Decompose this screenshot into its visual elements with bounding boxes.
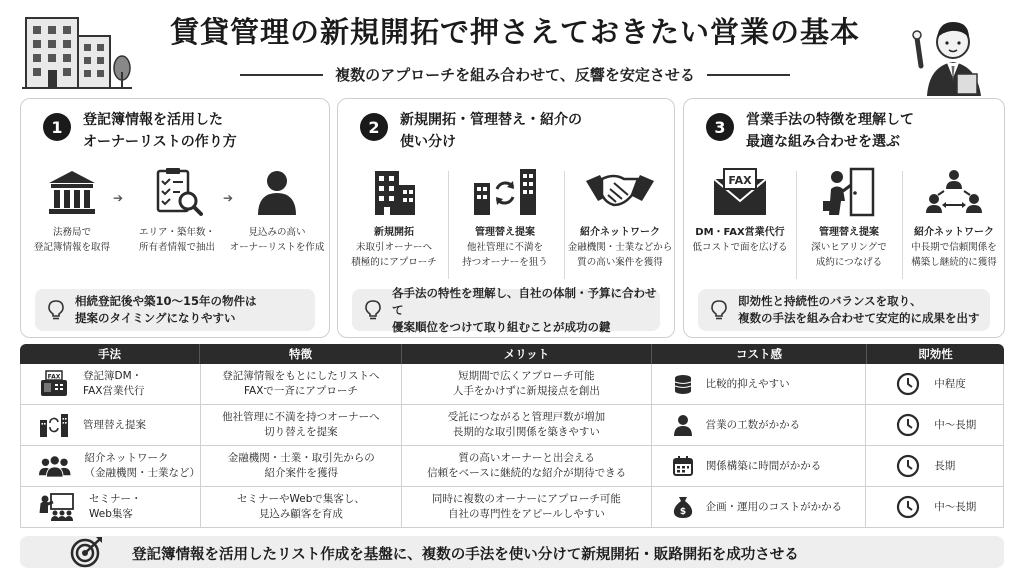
group-icon: [39, 454, 71, 478]
lightbulb-icon: [710, 300, 728, 320]
merit-cell: 同時に複数のオーナーにアプローチ可能 自社の専門性をアピールしやすい: [402, 487, 651, 527]
lightbulb-icon: [47, 300, 65, 320]
svg-text:FAX: FAX: [728, 174, 752, 187]
fax-envelope-icon: [710, 165, 770, 219]
table-row: [20, 446, 1004, 487]
handshake-icon: [584, 165, 656, 219]
divider: [240, 74, 323, 76]
step-item: 見込みの高い オーナーリストを作成: [227, 165, 327, 255]
tip-box: 相続登記後や築10〜15年の物件は 提案のタイミングになりやすい: [35, 289, 315, 331]
table-row: [20, 405, 1004, 446]
arrow-right-icon: ➔: [113, 191, 124, 205]
divider: [796, 171, 797, 279]
cost-cell: 営業の工数がかかる: [652, 405, 867, 445]
method-item: 紹介ネットワーク 中長期で信頼関係を 構築し継続的に獲得: [902, 165, 1006, 270]
summary-banner: [20, 536, 1004, 568]
panel-title: 営業手法の特徴を理解して 最適な組み合わせを選ぶ: [746, 112, 914, 150]
clock-icon: [896, 495, 920, 519]
clock-icon: [896, 413, 920, 437]
speed-cell: 中〜長期: [866, 487, 1003, 527]
column-header: 手法: [20, 344, 200, 364]
divider: [448, 171, 449, 279]
panel-title: 新規開拓・管理替え・紹介の 使い分け: [400, 112, 582, 150]
money-bag-icon: [672, 495, 694, 519]
method-item: 管理替え提案 他社管理に不満を 持つオーナーを狙う: [450, 165, 560, 270]
header: [0, 0, 1024, 94]
coins-icon: [672, 373, 694, 395]
summary-text: 登記簿情報を活用したリスト作成を基盤に、複数の手法を使い分けて新規開拓・販路開拓を成功させる: [132, 547, 799, 563]
clock-icon: [896, 454, 920, 478]
divider: [707, 74, 790, 76]
column-header: 特徴: [200, 344, 402, 364]
method-cell: 紹介ネットワーク （金融機関・士業など）: [21, 446, 201, 486]
feature-cell: 金融機関・士業・取引先からの 紹介案件を獲得: [201, 446, 402, 486]
step-number: 2: [360, 113, 388, 141]
column-header: 即効性: [918, 347, 953, 361]
calendar-icon: [672, 455, 694, 477]
buildings-switch-icon: [39, 412, 69, 438]
cost-cell: 比較的抑えやすい: [652, 364, 867, 404]
speed-cell: 中程度: [866, 364, 1003, 404]
panel-owner-list: [20, 98, 330, 338]
person-icon: [250, 165, 304, 219]
merit-cell: 受託につながると管理戸数が増加 長期的な取引関係を築きやすい: [402, 405, 651, 445]
subtitle-row: [240, 64, 790, 85]
target-icon: [70, 536, 104, 568]
panel-approach-methods: [337, 98, 675, 338]
method-item: 新規開拓 未取引オーナーへ 積極的にアプローチ: [342, 165, 446, 270]
step-number: 3: [706, 113, 734, 141]
buildings-illustration-icon: [22, 12, 132, 90]
checklist-search-icon: [150, 165, 204, 219]
businessman-illustration-icon: [905, 8, 1005, 96]
merit-cell: 短期間で広くアプローチ可能 人手をかけずに新規接点を創出: [402, 364, 651, 404]
lightbulb-icon: [364, 300, 382, 320]
merit-cell: 質の高いオーナーと出会える 信頼をベースに継続的な紹介が期待できる: [402, 446, 651, 486]
panel-method-combination: [683, 98, 1005, 338]
method-cell: FAX 登記簿DM・ FAX営業代行: [21, 364, 201, 404]
office-building-icon: [367, 165, 421, 219]
panel-title: 登記簿情報を活用した オーナーリストの作り方: [83, 112, 237, 150]
clock-icon: [896, 372, 920, 396]
feature-cell: 他社管理に不満を持つオーナーへ 切り替えを提案: [201, 405, 403, 445]
buildings-switch-icon: [470, 165, 540, 219]
courthouse-icon: [45, 165, 99, 219]
tip-box: 即効性と持続性のバランスを取り、 複数の手法を組み合わせて安定的に成果を出す: [698, 289, 990, 331]
svg-text:FAX: FAX: [47, 373, 61, 381]
step-item: 法務局で 登記簿情報を取得: [29, 165, 115, 255]
seminar-icon: [39, 493, 75, 521]
method-item: 管理替え提案 深いヒアリングで 成約につなげる: [798, 165, 900, 270]
network-people-icon: [924, 165, 984, 219]
step-item: エリア・築年数・ 所有者情報で抽出: [129, 165, 225, 255]
page-title: 賃貸管理の新規開拓で押さえておきたい営業の基本: [169, 15, 860, 49]
cost-cell: $ 企画・運用のコストがかかる: [652, 487, 867, 527]
speed-cell: 長期: [866, 446, 1003, 486]
table-header: [20, 344, 1004, 364]
cost-cell: 関係構築に時間がかかる: [652, 446, 866, 486]
method-cell: 管理替え提案: [21, 405, 201, 445]
page-subtitle: 複数のアプローチを組み合わせて、反響を安定させる: [335, 66, 695, 84]
step-number: 1: [43, 113, 71, 141]
door-visit-icon: [819, 165, 879, 219]
feature-cell: 登記簿情報をもとにしたリストへ FAXで一斉にアプローチ: [201, 364, 403, 404]
fax-machine-icon: [39, 370, 69, 398]
comparison-table: [20, 344, 1004, 528]
column-header: メリット: [402, 344, 652, 364]
table-row: [20, 364, 1004, 405]
method-item: 紹介ネットワーク 金融機関・士業などから 質の高い案件を獲得: [564, 165, 676, 270]
svg-text:$: $: [679, 507, 686, 517]
arrow-right-icon: ➔: [223, 191, 234, 205]
person-icon: [672, 414, 694, 436]
table-row: [20, 487, 1004, 528]
feature-cell: セミナーやWebで集客し、 見込み顧客を育成: [201, 487, 403, 527]
speed-cell: 中〜長期: [866, 405, 1003, 445]
method-cell: セミナー・ Web集客: [21, 487, 201, 527]
column-header: コスト感: [652, 344, 867, 364]
tip-box: 各手法の特性を理解し、自社の体制・予算に合わせて 優案順位をつけて取り組むことが成功の鍵: [352, 289, 660, 331]
method-item: FAX DM・FAX営業代行 低コストで面を広げる: [686, 165, 794, 255]
